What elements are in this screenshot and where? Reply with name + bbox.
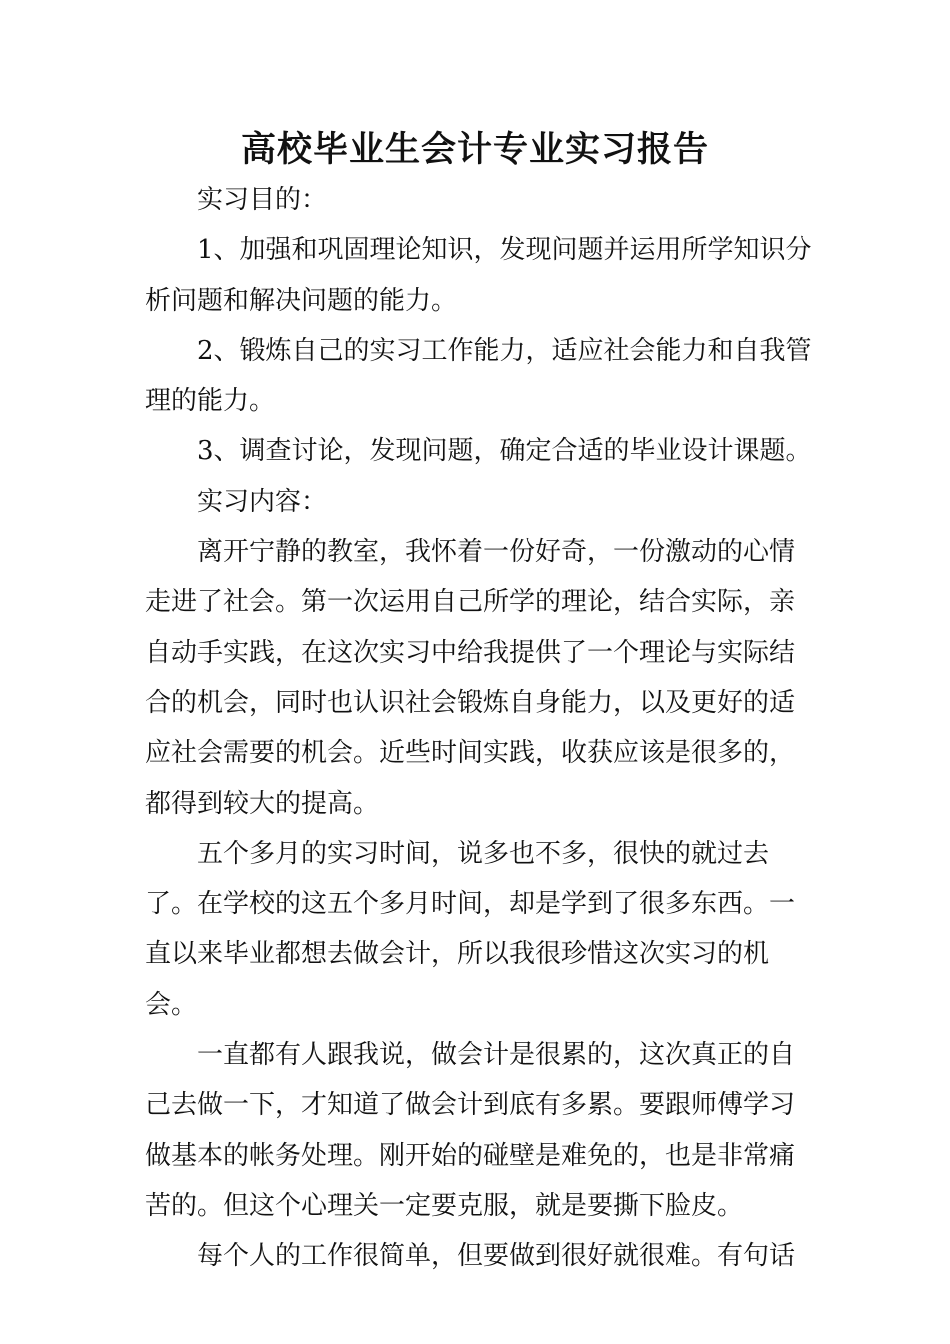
document-body — [145, 175, 820, 1282]
paragraph: 一直都有人跟我说，做会计是很累的，这次真正的自己去做一下，才知道了做会计到底有多累。要跟师傅学习做基本的帐务处理。刚开始的碰壁是难免的，也是非常痛苦的。但这个心理关一定要克服，就是要撕下脸皮。 — [145, 1040, 796, 1221]
paragraph: 实习内容： — [197, 486, 328, 517]
paragraph: 实习目的： — [197, 185, 328, 215]
paragraph: 3、调查讨论，发现问题，确定合适的毕业设计课题。 — [197, 436, 812, 467]
paragraph: 五个多月的实习时间，说多也不多，很快的就过去了。在学校的这五个多月时间，却是学到了很多东西。一直以来毕业都想去做会计，所以我很珍惜这次实习的机会。 — [145, 838, 796, 1020]
document-title: 高校毕业生会计专业实习报告 — [240, 129, 709, 170]
paragraph: 离开宁静的教室，我怀着一份好奇，一份激动的心情走进了社会。第一次运用自己所学的理论，结合实际，亲自动手实践，在这次实习中给我提供了一个理论与实际结合的机会，同时也认识社会锻炼自身能力，以及更好的适应社会需要的机会。近些时间实践，收获应该是很多的，都得到较大的提高。 — [145, 537, 796, 819]
paragraph: 2、锻炼自己的实习工作能力，适应社会能力和自我管理的能力。 — [145, 335, 812, 417]
paragraph: 1、加强和巩固理论知识，发现问题并运用所学知识分析问题和解决问题的能力。 — [145, 235, 812, 316]
paragraph: 每个人的工作很简单，但要做到很好就很难。有句话 — [197, 1241, 796, 1272]
